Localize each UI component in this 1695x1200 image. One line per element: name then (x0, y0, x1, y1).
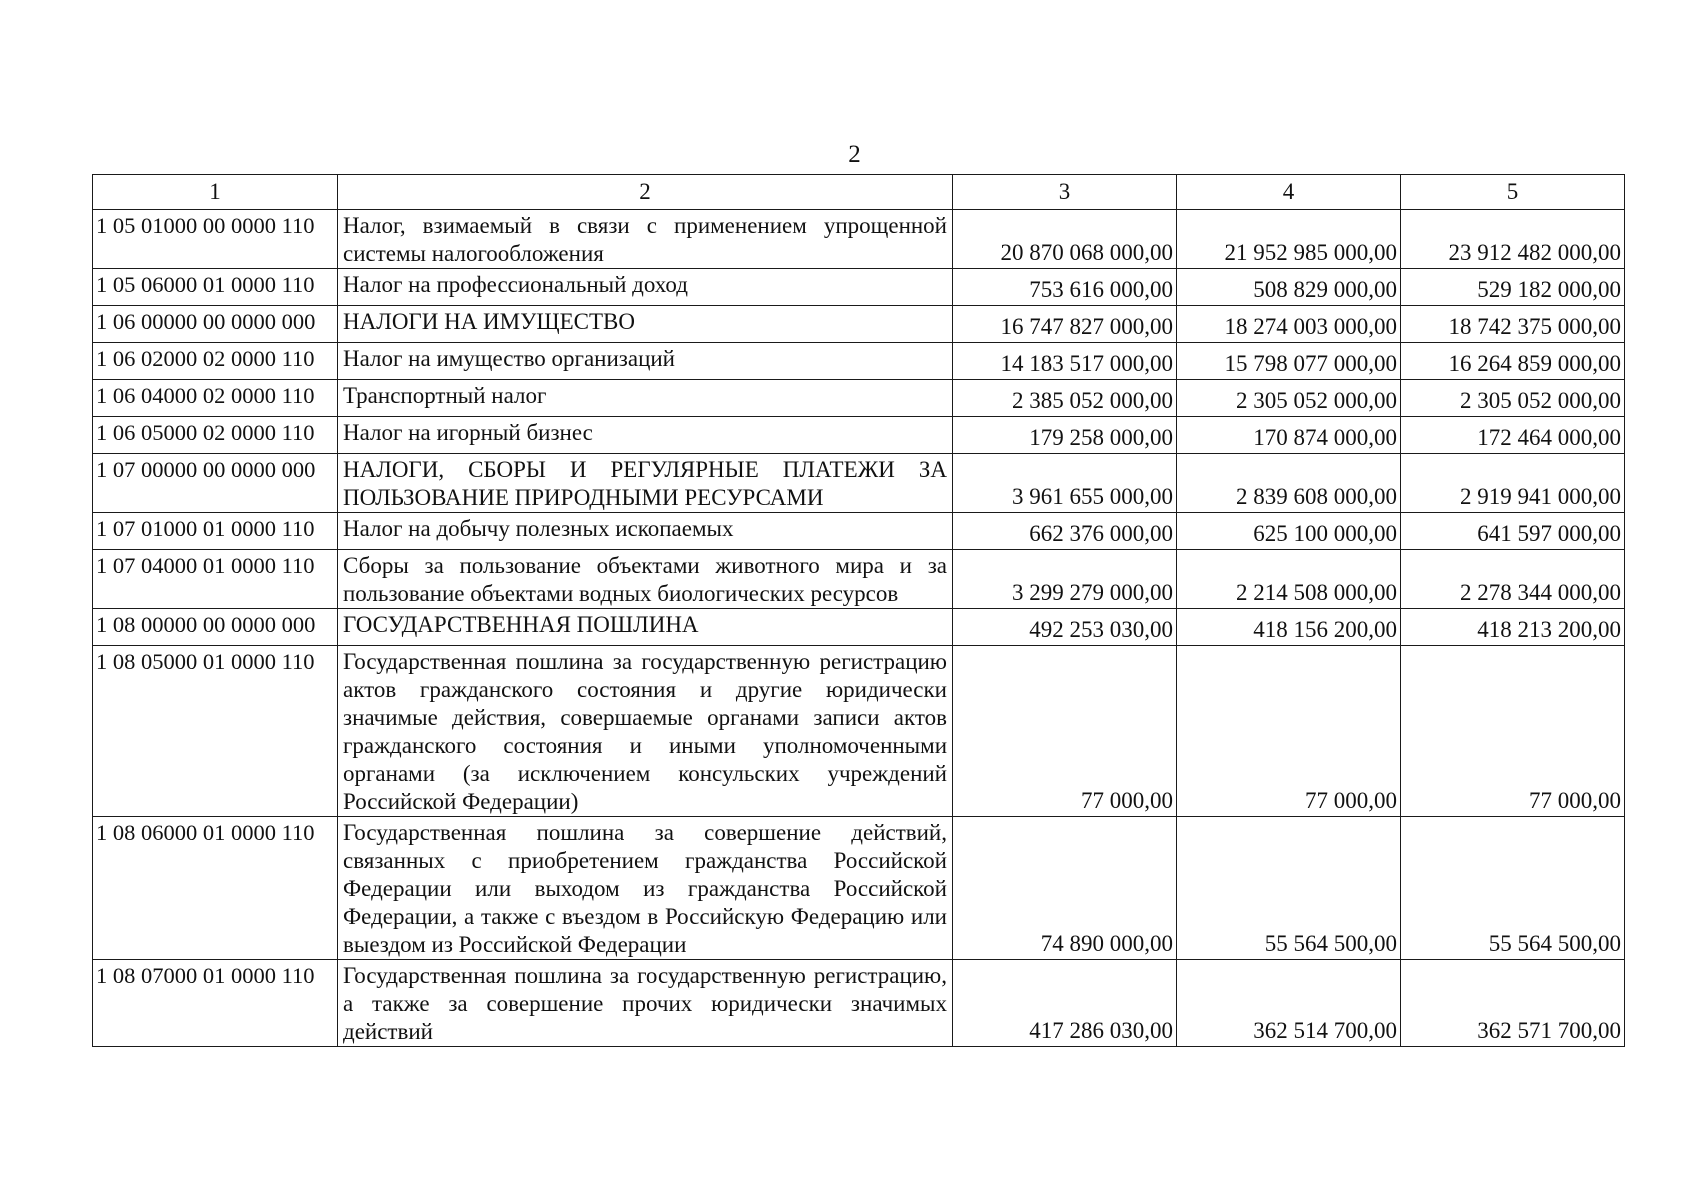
budget-code-cell: 1 06 04000 02 0000 110 (93, 380, 338, 417)
table-row (93, 960, 1625, 1047)
amount-cell-col3: 74 890 000,00 (953, 817, 1177, 960)
budget-code-cell: 1 06 02000 02 0000 110 (93, 343, 338, 380)
column-header-3: 3 (953, 175, 1177, 210)
budget-code-cell: 1 05 06000 01 0000 110 (93, 269, 338, 306)
amount-cell-col3: 179 258 000,00 (953, 417, 1177, 454)
table-row (93, 343, 1625, 380)
amount-cell-col4: 418 156 200,00 (1177, 609, 1401, 646)
table-row (93, 269, 1625, 306)
amount-cell-col3: 3 299 279 000,00 (953, 550, 1177, 609)
amount-cell-col5: 172 464 000,00 (1401, 417, 1625, 454)
column-header-1: 1 (93, 175, 338, 210)
amount-cell-col4: 508 829 000,00 (1177, 269, 1401, 306)
table-row (93, 210, 1625, 269)
budget-code-cell: 1 07 04000 01 0000 110 (93, 550, 338, 609)
column-header-4: 4 (1177, 175, 1401, 210)
amount-cell-col4: 362 514 700,00 (1177, 960, 1401, 1047)
amount-cell-col5: 77 000,00 (1401, 646, 1625, 817)
column-header-5: 5 (1401, 175, 1625, 210)
revenue-table (92, 174, 1625, 1047)
amount-cell-col3: 492 253 030,00 (953, 609, 1177, 646)
amount-cell-col3: 20 870 068 000,00 (953, 210, 1177, 269)
amount-cell-col4: 2 305 052 000,00 (1177, 380, 1401, 417)
amount-cell-col3: 77 000,00 (953, 646, 1177, 817)
amount-cell-col4: 55 564 500,00 (1177, 817, 1401, 960)
budget-code-cell: 1 08 07000 01 0000 110 (93, 960, 338, 1047)
page-number: 2 (848, 141, 861, 168)
amount-cell-col3: 753 616 000,00 (953, 269, 1177, 306)
budget-code-cell: 1 08 05000 01 0000 110 (93, 646, 338, 817)
table-row (93, 646, 1625, 817)
budget-code-cell: 1 05 01000 00 0000 110 (93, 210, 338, 269)
revenue-name-cell: ГОСУДАРСТВЕННАЯ ПОШЛИНА (338, 609, 953, 646)
amount-cell-col3: 3 961 655 000,00 (953, 454, 1177, 513)
amount-cell-col4: 15 798 077 000,00 (1177, 343, 1401, 380)
revenue-name-cell: Транспортный налог (338, 380, 953, 417)
amount-cell-col3: 2 385 052 000,00 (953, 380, 1177, 417)
revenue-name-cell: Налог на имущество организаций (338, 343, 953, 380)
amount-cell-col5: 23 912 482 000,00 (1401, 210, 1625, 269)
budget-code-cell: 1 06 00000 00 0000 000 (93, 306, 338, 343)
amount-cell-col4: 18 274 003 000,00 (1177, 306, 1401, 343)
amount-cell-col4: 170 874 000,00 (1177, 417, 1401, 454)
amount-cell-col5: 2 305 052 000,00 (1401, 380, 1625, 417)
amount-cell-col3: 417 286 030,00 (953, 960, 1177, 1047)
amount-cell-col4: 2 214 508 000,00 (1177, 550, 1401, 609)
amount-cell-col5: 641 597 000,00 (1401, 513, 1625, 550)
revenue-name-cell: Сборы за пользование объектами животного мира и за пользование объектами водных биологических ресурсов (338, 550, 953, 609)
budget-code-cell: 1 06 05000 02 0000 110 (93, 417, 338, 454)
amount-cell-col5: 529 182 000,00 (1401, 269, 1625, 306)
amount-cell-col5: 55 564 500,00 (1401, 817, 1625, 960)
revenue-name-cell: Государственная пошлина за совершение действий, связанных с приобретением гражданства Российской Федерации или выходом из гражданства Российской Федерации, а также с въездом в Российскую Федерацию или выездом из Российской Федерации (338, 817, 953, 960)
budget-code-cell: 1 07 01000 01 0000 110 (93, 513, 338, 550)
table-row (93, 817, 1625, 960)
revenue-name-cell: Налог на профессиональный доход (338, 269, 953, 306)
table-row (93, 550, 1625, 609)
amount-cell-col5: 2 919 941 000,00 (1401, 454, 1625, 513)
amount-cell-col4: 21 952 985 000,00 (1177, 210, 1401, 269)
amount-cell-col5: 362 571 700,00 (1401, 960, 1625, 1047)
column-header-2: 2 (338, 175, 953, 210)
revenue-table-body (93, 175, 1625, 1047)
revenue-name-cell: Государственная пошлина за государственную регистрацию, а также за совершение прочих юридически значимых действий (338, 960, 953, 1047)
amount-cell-col5: 18 742 375 000,00 (1401, 306, 1625, 343)
amount-cell-col4: 2 839 608 000,00 (1177, 454, 1401, 513)
amount-cell-col4: 625 100 000,00 (1177, 513, 1401, 550)
budget-code-cell: 1 07 00000 00 0000 000 (93, 454, 338, 513)
amount-cell-col4: 77 000,00 (1177, 646, 1401, 817)
amount-cell-col3: 16 747 827 000,00 (953, 306, 1177, 343)
revenue-name-cell: Налог на игорный бизнес (338, 417, 953, 454)
amount-cell-col5: 2 278 344 000,00 (1401, 550, 1625, 609)
amount-cell-col5: 418 213 200,00 (1401, 609, 1625, 646)
table-row (93, 609, 1625, 646)
revenue-name-cell: Налог на добычу полезных ископаемых (338, 513, 953, 550)
table-row (93, 513, 1625, 550)
table-row (93, 454, 1625, 513)
table-header-row (93, 175, 1625, 210)
revenue-name-cell: НАЛОГИ НА ИМУЩЕСТВО (338, 306, 953, 343)
revenue-name-cell: НАЛОГИ, СБОРЫ И РЕГУЛЯРНЫЕ ПЛАТЕЖИ ЗА ПОЛЬЗОВАНИЕ ПРИРОДНЫМИ РЕСУРСАМИ (338, 454, 953, 513)
revenue-name-cell: Государственная пошлина за государственную регистрацию актов гражданского состояния и другие юридически значимые действия, совершаемые органами записи актов гражданского состояния и иными уполномоченными органами (за исключением консульских учреждений Российской Федерации) (338, 646, 953, 817)
table-row (93, 306, 1625, 343)
budget-code-cell: 1 08 00000 00 0000 000 (93, 609, 338, 646)
table-row (93, 380, 1625, 417)
amount-cell-col5: 16 264 859 000,00 (1401, 343, 1625, 380)
amount-cell-col3: 662 376 000,00 (953, 513, 1177, 550)
budget-code-cell: 1 08 06000 01 0000 110 (93, 817, 338, 960)
revenue-name-cell: Налог, взимаемый в связи с применением упрощенной системы налогообложения (338, 210, 953, 269)
table-row (93, 417, 1625, 454)
amount-cell-col3: 14 183 517 000,00 (953, 343, 1177, 380)
